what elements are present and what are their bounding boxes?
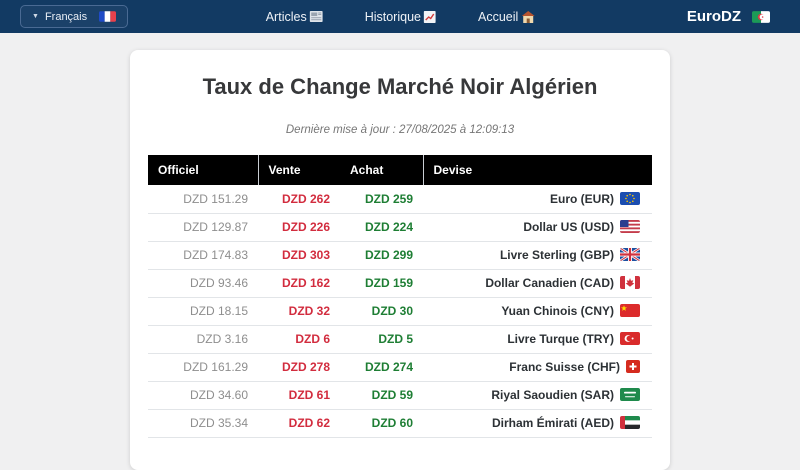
sell-rate: DZD 32: [258, 297, 340, 325]
currency-cell: [423, 381, 652, 409]
nav-link-historique[interactable]: [365, 10, 436, 24]
rates-table-body: [148, 185, 652, 437]
france-flag-icon: [99, 11, 116, 22]
official-rate: DZD 93.46: [148, 269, 258, 297]
chart-up-icon: [424, 11, 436, 23]
currency-name: Livre Turque (TRY): [507, 332, 614, 346]
buy-rate: DZD 159: [340, 269, 423, 297]
buy-rate: DZD 259: [340, 185, 423, 213]
sell-rate: DZD 61: [258, 381, 340, 409]
currency-cell: [423, 185, 652, 213]
buy-rate: DZD 224: [340, 213, 423, 241]
tr-flag-icon: [620, 332, 640, 345]
currency-cell: [423, 325, 652, 353]
currency-cell: [423, 297, 652, 325]
official-rate: DZD 3.16: [148, 325, 258, 353]
currency-name: Dollar Canadien (CAD): [485, 276, 614, 290]
currency-name: Franc Suisse (CHF): [509, 360, 620, 374]
table-row: [148, 297, 652, 325]
currency-cell: [423, 353, 652, 381]
currency-name: Livre Sterling (GBP): [499, 248, 614, 262]
rates-table: [148, 155, 652, 438]
us-flag-icon: [620, 220, 640, 233]
currency-name: Yuan Chinois (CNY): [501, 304, 614, 318]
table-row: [148, 269, 652, 297]
sa-flag-icon: [620, 388, 640, 401]
column-header-officiel: Officiel: [148, 155, 258, 185]
buy-rate: DZD 299: [340, 241, 423, 269]
cn-flag-icon: [620, 304, 640, 317]
official-rate: DZD 129.87: [148, 213, 258, 241]
buy-rate: DZD 5: [340, 325, 423, 353]
brand-label: EuroDZ: [686, 8, 741, 25]
table-row: [148, 353, 652, 381]
dropdown-caret-icon: ▼: [32, 13, 39, 20]
last-update-text: Dernière mise à jour : 27/08/2025 à 12:09:13: [285, 124, 515, 136]
table-row: [148, 381, 652, 409]
official-rate: DZD 35.34: [148, 409, 258, 437]
currency-cell: [423, 409, 652, 437]
eu-flag-icon: [620, 192, 640, 205]
nav-link-label: Articles: [265, 9, 307, 24]
top-navbar: [0, 0, 800, 33]
house-icon: [521, 11, 534, 23]
official-rate: DZD 174.83: [148, 241, 258, 269]
sell-rate: DZD 162: [258, 269, 340, 297]
page-title: Taux de Change Marché Noir Algérien: [202, 74, 598, 99]
algeria-flag-icon: [752, 11, 770, 23]
official-rate: DZD 161.29: [148, 353, 258, 381]
table-header-row: [148, 155, 652, 185]
nav-link-accueil[interactable]: [478, 10, 534, 24]
newspaper-icon: [310, 11, 323, 22]
sell-rate: DZD 62: [258, 409, 340, 437]
column-header-vente: Vente: [258, 155, 340, 185]
currency-name: Euro (EUR): [550, 191, 614, 206]
sell-rate: DZD 226: [258, 213, 340, 241]
table-row: [148, 325, 652, 353]
currency-name: Dollar US (USD): [523, 220, 614, 234]
official-rate: DZD 151.29: [148, 185, 258, 213]
nav-link-label: Accueil: [477, 9, 519, 24]
sell-rate: DZD 262: [258, 185, 340, 213]
language-selector[interactable]: [20, 5, 128, 28]
table-row: [148, 213, 652, 241]
ch-flag-icon: [626, 360, 640, 373]
brand-logo[interactable]: [687, 8, 770, 25]
currency-cell: [423, 241, 652, 269]
sell-rate: DZD 6: [258, 325, 340, 353]
table-row: [148, 409, 652, 437]
rates-card: [130, 50, 670, 470]
column-header-devise: Devise: [423, 155, 652, 185]
official-rate: DZD 18.15: [148, 297, 258, 325]
ae-flag-icon: [620, 416, 640, 429]
nav-link-label: Historique: [364, 9, 421, 24]
gb-flag-icon: [620, 248, 640, 261]
nav-link-articles[interactable]: [266, 10, 323, 24]
ca-flag-icon: [620, 276, 640, 289]
sell-rate: DZD 303: [258, 241, 340, 269]
language-label: Français: [44, 10, 88, 23]
buy-rate: DZD 274: [340, 353, 423, 381]
sell-rate: DZD 278: [258, 353, 340, 381]
currency-name: Dirham Émirati (AED): [491, 416, 614, 430]
currency-name: Riyal Saoudien (SAR): [491, 388, 614, 402]
table-row: [148, 185, 652, 213]
buy-rate: DZD 60: [340, 409, 423, 437]
currency-cell: [423, 269, 652, 297]
table-row: [148, 241, 652, 269]
buy-rate: DZD 30: [340, 297, 423, 325]
buy-rate: DZD 59: [340, 381, 423, 409]
nav-links: [266, 0, 535, 33]
column-header-achat: Achat: [340, 155, 423, 185]
currency-cell: [423, 213, 652, 241]
official-rate: DZD 34.60: [148, 381, 258, 409]
